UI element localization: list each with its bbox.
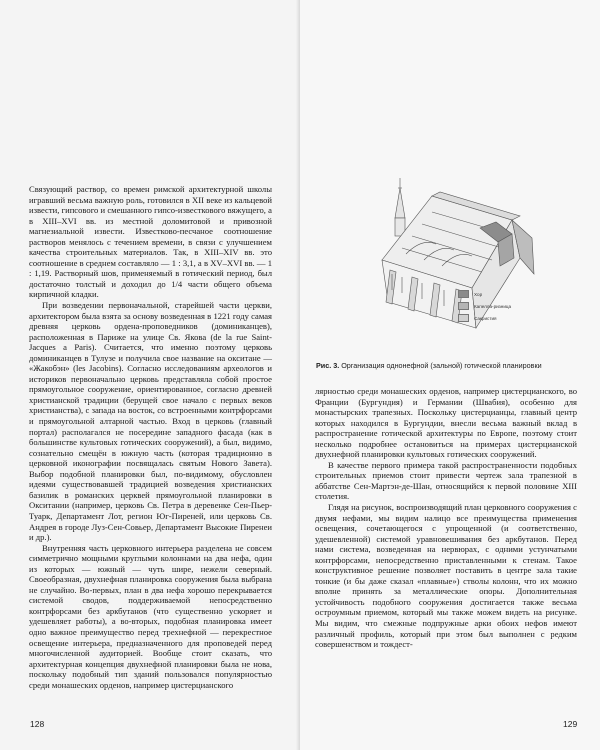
paragraph: Глядя на рисунок, воспроизводящий план церковного сооружения с двумя нефами, мы видим налицо все преимущества применения освещения, сочетающегося с упрощенной (и соответственно, удешевленной) системой уравновешивания без аркбутанов. Перед нами система, возведенная на нервюрах, с одними устунчатыми контрфорсами, непосредственно приставленными к стенам. Такое конструктивное решение позволяет поставить в центре зала такие тонкие (и бы даже сказал «плавные») стволы колонн, что их можно вполне принять за металлические опоры. Дополнительная устойчивость подобного сооружения достигается также весьма остроумным приемом, который мы также можем видеть на рисунке. Мы видим, что смежные подпружные арки обоих нефов имеют различный профиль, который при этом был выполнен с редким совершенством и тождест- xyxy=(315,502,577,650)
page-number: 128 xyxy=(30,719,45,729)
legend-label: Хор xyxy=(474,291,483,297)
page-number: 129 xyxy=(563,719,578,729)
gothic-church-axonometric-drawing xyxy=(362,178,572,350)
caption-label: Рис. 3. xyxy=(316,361,340,370)
figure-caption xyxy=(316,361,578,370)
right-page-text xyxy=(315,386,577,650)
left-page-text xyxy=(29,184,272,690)
legend-swatch xyxy=(458,290,469,298)
paragraph: Связующий раствор, со времен римской архитектурной школы игравший весьма важную роль, готовился в XII веке из кальцевой извести, гипсового и смешанного гипсо-известкового вяжущего, а в XIII–XVI вв. из местной доломитовой и привозной магнезиальной извести. Известково-песчаное соотношение растворов менялось с течением времени, в связи с улучшением качества строительных материалов. Так, в XIII–XIV вв. это соотношение в среднем составляло — 1 : 3,1, а в XV–XVI вв. — 1 : 1,19. Растворный шов, применяемый в готический период, был достаточно толстый и доходил до 1/4 части общего объема кирпичной кладки. xyxy=(29,184,272,300)
legend-item xyxy=(458,312,511,324)
legend-label: Капелла-ризница xyxy=(474,303,512,309)
paragraph: Внутренняя часть церковного интерьера разделена не совсем симметрично мощными круглыми колоннами на два нефа, один из которых — южный — чуть шире, нежели северный. Своеобразная, двухнефная планировка сооружения была выбрана не случайно. Во-первых, план в два нефа хорошо перекрывается системой сводов, поддерживаемой непосредственно контрфорсами без аркбутанов (что существенно ускоряет и удешевляет работы), а во-вторых, подобная планировка имеет одно важное преимущество перед трехнефной — перекрестное освещение интерьера, предназначенного для проповедей перед многочисленной аудиторией. Вообще стоит сказать, что архитектурная концепция двухнефной планировки была не нова, поскольку подобный тип зданий пользовался популярностью среди монашеских орденов, например цистерцианского xyxy=(29,542,272,690)
legend-label: Сакристия xyxy=(474,315,497,321)
paragraph: В качестве первого примера такой распространенности подобных строительных приемов стоит привести чертеж зала трапезной в аббатстве Сен-Мартэн-де-Шан, относящийся к первой половине XIII столетия. xyxy=(315,459,577,502)
legend-item xyxy=(458,288,511,300)
legend-item xyxy=(458,300,511,312)
figure-legend xyxy=(458,288,511,324)
legend-swatch xyxy=(458,314,469,322)
caption-text: Организация однонефной (зальной) готической планировки xyxy=(341,361,542,370)
paragraph: лярностью среди монашеских орденов, например цистерцианского, во Франции (Бургундия) и Германии (Швабия), особенно для монастырских трапезных. Поскольку цистерцианцы, главный центр которых находился в Бургундии, внесли весьма важный вклад в распространение готической архитектуры по Европе, поэтому стоит несколько подробнее остановиться на примерах цистерцианской двухнефной планировки культовых готических сооружений. xyxy=(315,386,577,460)
paragraph: При возведении первоначальной, старейшей части церкви, архитектором была взята за основу возведенная в 1221 году самая древняя церковь ордена-проповедников (доминиканцев), расположенная в Париже на улице Св. Якова (de la rue Saint-Jacques a Paris). Считается, что именно поэтому церковь доминиканцев в Тулузе и получила свое название на окситане — «Жакобэн» (les Jacobins). Согласно исследованиям археологов и историков первоначально церковь представляла собой простое прямоугольное сооружение, ориентированное, согласно древней христианской традиции (берущей свое начало с первых веков христианства), с запада на восток, со встроенными контрфорсами и прямоугольной алтарной частью. Вход в церковь (главный портал) располагался не посередине западного фасада (как в большинстве культовых готических сооружений), а был, видимо, сознательно смещён в южную часть (которая традиционно в церковной иконографии посвящалась святым Нового Завета). Выбор подобной планировки был, по-видимому, обусловлен идеями существовавшей традицией возведения христианских базилик в романских церквей прямоугольной планировки в Окситании (например, церковь Св. Петра в деревенке Сен-Пьер-Туарк, Департамент Лот, регион Юг-Пиреней, или церковь Св. Андрея в городе Луз-Сен-Совьер, Департамент Высокие Пиренеи и др.). xyxy=(29,300,272,543)
legend-swatch xyxy=(458,302,469,310)
